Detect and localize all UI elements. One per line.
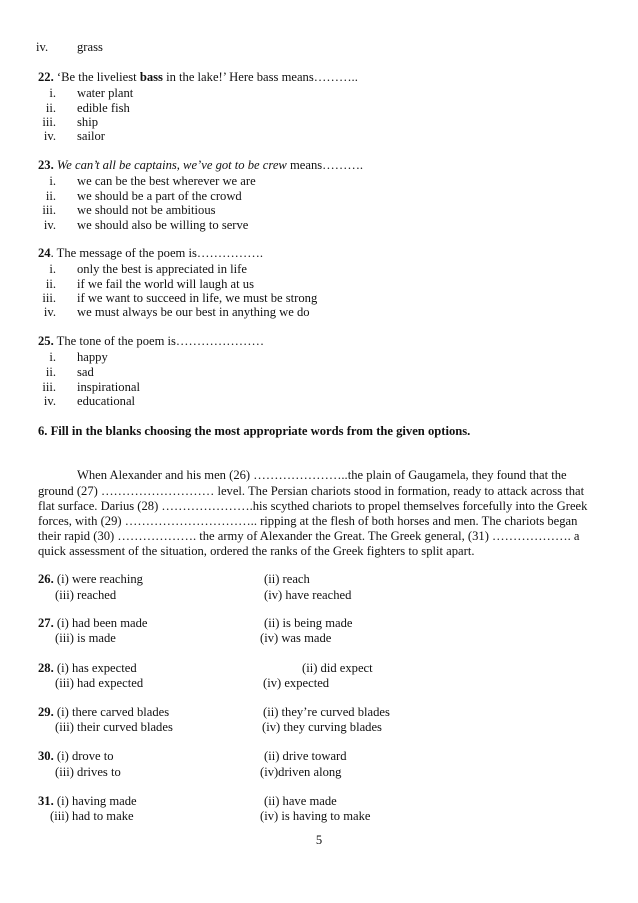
- q25-question: [38, 334, 264, 348]
- option-text: educational: [77, 394, 136, 408]
- q31-option-iii: (iii) had to make: [50, 809, 134, 823]
- q29-option-iii: (iii) their curved blades: [55, 720, 173, 734]
- option-number: ii.: [45, 365, 56, 379]
- section-heading: 6. Fill in the blanks choosing the most appropriate words from the given options.: [38, 424, 471, 438]
- question-number: 28.: [38, 661, 54, 675]
- option-number: ii.: [45, 189, 56, 203]
- q26-option-iii: (iii) reached: [55, 588, 117, 602]
- q23-question: [38, 158, 363, 172]
- option-text: (i) has expected: [56, 661, 137, 675]
- q31-option-ii: (ii) have made: [264, 794, 337, 808]
- option-text: edible fish: [77, 101, 130, 115]
- option-text: happy: [77, 350, 108, 364]
- option-text: if we want to succeed in life, we must be strong: [77, 291, 318, 305]
- question-number: 31.: [38, 794, 54, 808]
- option-number: iii.: [42, 115, 56, 129]
- option-number: iii.: [42, 291, 56, 305]
- option-text: water plant: [77, 86, 134, 100]
- option-text: we should be a part of the crowd: [77, 189, 242, 203]
- option-number: iii.: [42, 203, 56, 217]
- option-text: grass: [77, 40, 103, 54]
- page-number: 5: [315, 833, 323, 847]
- option-text: we should not be ambitious: [77, 203, 216, 217]
- option-text: sad: [77, 365, 94, 379]
- q26-option-ii: (ii) reach: [264, 572, 310, 586]
- question-number: 22.: [38, 70, 54, 84]
- passage-line: ground (27) ……………………… level. The Persian chariots stood in formation, ready to attack across that: [38, 484, 585, 498]
- q27-option-iii: (iii) is made: [55, 631, 116, 645]
- question-bold-word: bass: [139, 70, 163, 84]
- q30-option-iv: (iv)driven along: [260, 765, 342, 779]
- option-number: i.: [49, 86, 56, 100]
- q31-option-iv: (iv) is having to make: [260, 809, 371, 823]
- option-number: iii.: [42, 380, 56, 394]
- option-text: ship: [77, 115, 98, 129]
- option-text: (i) having made: [56, 794, 137, 808]
- question-text: means……….: [289, 158, 364, 172]
- question-number: 30.: [38, 749, 54, 763]
- question-text: . The message of the poem is…………….: [50, 246, 264, 260]
- q27-option-ii: (ii) is being made: [264, 616, 353, 630]
- option-text: only the best is appreciated in life: [77, 262, 247, 276]
- q29-option-ii: (ii) they’re curved blades: [263, 705, 390, 719]
- passage-line: flat surface. Darius (28) ………………….his scythed chariots to propel themselves forcefully into the Greek: [38, 499, 588, 513]
- option-text: we should also be willing to serve: [77, 218, 249, 232]
- option-number: iv.: [43, 305, 56, 319]
- question-number: 26.: [38, 572, 54, 586]
- option-text: sailor: [77, 129, 105, 143]
- q26-option-iv: (iv) have reached: [264, 588, 352, 602]
- option-number: i.: [49, 350, 56, 364]
- q28-option-iv: (iv) expected: [263, 676, 330, 690]
- option-number: iv.: [43, 394, 56, 408]
- q26-row-1: [38, 572, 143, 586]
- passage-line: When Alexander and his men (26) …………………..the plain of Gaugamela, they found that the: [77, 468, 567, 482]
- option-text: (i) there carved blades: [56, 705, 170, 719]
- question-number: 24: [38, 246, 51, 260]
- q28-option-iii: (iii) had expected: [55, 676, 144, 690]
- q22-question: [38, 70, 358, 84]
- option-text: we must always be our best in anything we do: [77, 305, 310, 319]
- q27-option-iv: (iv) was made: [260, 631, 332, 645]
- option-text: if we fail the world will laugh at us: [77, 277, 254, 291]
- q31-row-1: [38, 794, 137, 808]
- option-text: inspirational: [77, 380, 140, 394]
- passage-line: their rapid (30) ………………. the army of Alexander the Great. The Greek general, (31) ………………. a: [38, 529, 580, 543]
- option-text: we can be the best wherever we are: [77, 174, 256, 188]
- q30-option-ii: (ii) drive toward: [264, 749, 347, 763]
- option-number: ii.: [45, 101, 56, 115]
- q27-row-1: [38, 616, 147, 630]
- q28-option-ii: (ii) did expect: [302, 661, 373, 675]
- option-text: (i) had been made: [56, 616, 148, 630]
- option-text: (i) were reaching: [56, 572, 143, 586]
- q30-row-1: [38, 749, 114, 763]
- q28-row-1: [38, 661, 137, 675]
- option-number: iv.: [43, 129, 56, 143]
- question-number: 29.: [38, 705, 54, 719]
- question-number: 25.: [38, 334, 54, 348]
- passage-line: forces, with (29) ………………………….. ripping at the flesh of both horses and men. The chariots began: [38, 514, 578, 528]
- passage-line: quick assessment of the situation, ordered the ranks of the Greek fighters to split apart.: [38, 544, 475, 558]
- option-number: i.: [49, 174, 56, 188]
- q24-question: [38, 246, 263, 260]
- question-italic-text: We can’t all be captains, we’ve got to be crew: [56, 158, 287, 172]
- option-number: iv.: [43, 218, 56, 232]
- q29-option-iv: (iv) they curving blades: [262, 720, 382, 734]
- question-number: 23.: [38, 158, 54, 172]
- question-text: The tone of the poem is…………………: [56, 334, 265, 348]
- option-number: ii.: [45, 277, 56, 291]
- option-number: i.: [49, 262, 56, 276]
- option-number: iv.: [36, 40, 49, 54]
- question-number: 27.: [38, 616, 54, 630]
- option-text: (i) drove to: [56, 749, 114, 763]
- question-text: in the lake!’ Here bass means………..: [166, 70, 358, 84]
- question-text: ‘Be the liveliest: [56, 70, 137, 84]
- q30-option-iii: (iii) drives to: [55, 765, 121, 779]
- q29-row-1: [38, 705, 169, 719]
